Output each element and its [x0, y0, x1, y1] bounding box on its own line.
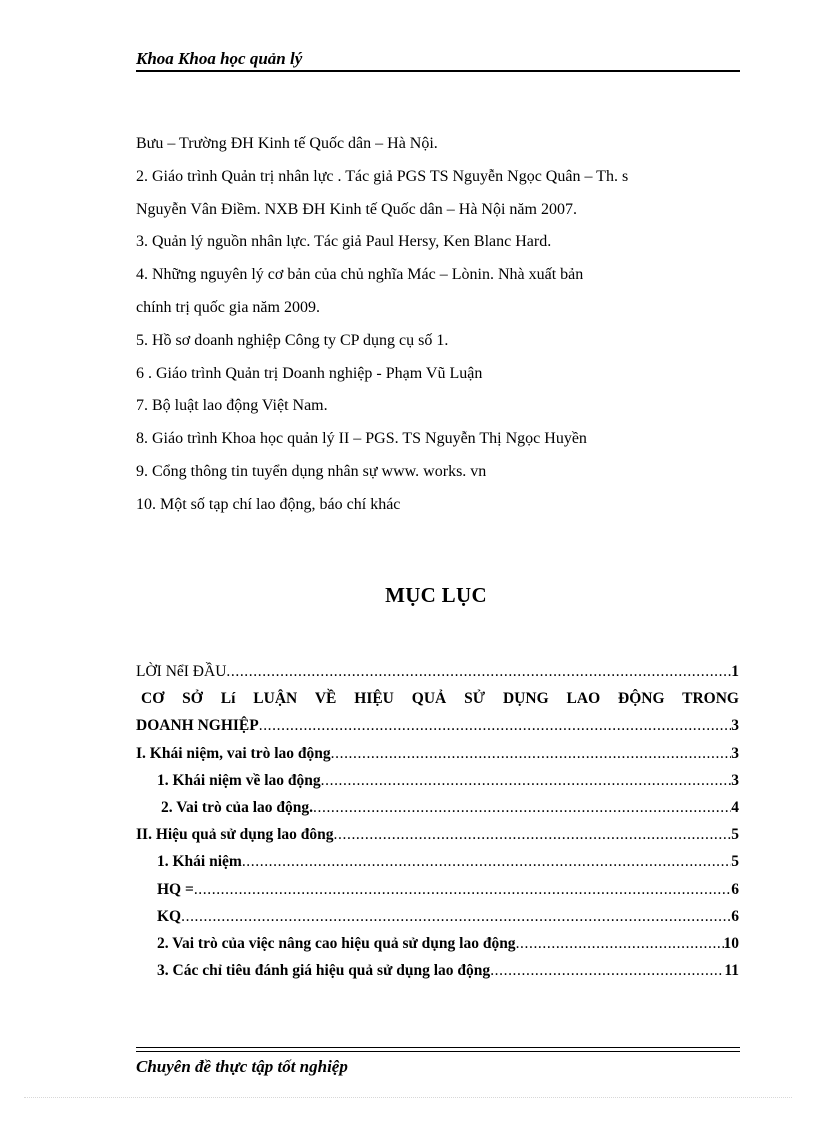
toc-leader-dots — [490, 957, 724, 984]
references-list — [136, 132, 748, 526]
toc-page-number: 3 — [731, 771, 739, 789]
toc-entry[interactable] — [136, 740, 739, 767]
toc-page-number: 3 — [731, 744, 739, 762]
reference-line: 6 . Giáo trình Quản trị Doanh nghiệp - Phạm Vũ Luận — [136, 364, 483, 382]
header-rule — [136, 70, 740, 72]
toc-leader-dots — [259, 712, 732, 739]
toc-entry[interactable] — [136, 876, 739, 903]
toc-page-number: 3 — [731, 717, 739, 735]
toc-entry-text: 2. Vai trò của việc nâng cao hiệu quả sử dụng lao động — [157, 934, 516, 952]
reference-line: 8. Giáo trình Khoa học quản lý II – PGS. TS Nguyễn Thị Ngọc Huyền — [136, 430, 587, 448]
toc-page-number: 5 — [731, 853, 739, 871]
reference-line: chính trị quốc gia năm 2009. — [136, 298, 320, 316]
toc-entry[interactable] — [136, 903, 739, 930]
page-header — [136, 48, 740, 72]
toc-leader-dots — [226, 658, 731, 685]
header-title: Khoa Khoa học quản lý — [136, 49, 303, 68]
toc-entry-text: HQ = — [157, 880, 194, 898]
toc-title: MỤC LỤC — [385, 583, 487, 607]
reference-line: Bưu – Trường ĐH Kinh tế Quốc dân – Hà Nội. — [136, 135, 438, 152]
toc-chapter-heading[interactable]: CƠ SỞ Lí LUẬN VỀ HIỆU QUẢ SỬ DỤNG LAO ĐỘNG TRONG — [141, 690, 739, 708]
page-footer — [136, 1047, 740, 1077]
toc-entry[interactable] — [136, 957, 739, 984]
footer-rule — [136, 1047, 740, 1048]
toc-entry[interactable] — [136, 712, 739, 739]
toc-entry[interactable] — [136, 767, 739, 794]
toc-page-number: 11 — [724, 962, 739, 980]
toc-page-number: 10 — [723, 934, 739, 952]
toc-page-number: 1 — [731, 663, 739, 680]
reference-line: 4. Những nguyên lý cơ bản của chủ nghĩa Mác – Lònin. Nhà xuất bản — [136, 266, 584, 284]
reference-line: 10. Một số tạp chí lao động, báo chí khác — [136, 495, 401, 513]
toc-page-number: 4 — [731, 798, 739, 816]
toc-entry-text: 3. Các chỉ tiêu đánh giá hiệu quả sử dụng lao động — [157, 962, 491, 980]
toc-entry-text: 2. Vai trò của lao động. — [161, 798, 314, 816]
reference-line: 3. Quản lý nguồn nhân lực. Tác giả Paul Hersy, Ken Blanc Hard. — [136, 233, 552, 251]
toc-entry[interactable] — [136, 848, 739, 875]
reference-line: Nguyễn Vân Điềm. NXB ĐH Kinh tế Quốc dân – Hà Nội năm 2007. — [136, 200, 577, 218]
footer-title: Chuyên đề thực tập tốt nghiệp — [136, 1057, 348, 1076]
toc-entry-text: II. Hiệu quả sử dụng lao đông — [136, 826, 334, 844]
toc-entry-text: 1. Khái niệm — [157, 853, 242, 871]
footer-rule — [136, 1051, 740, 1052]
toc-page-number: 6 — [731, 880, 739, 898]
reference-line: 7. Bộ luật lao động Việt Nam. — [136, 397, 328, 415]
toc-leader-dots — [516, 930, 724, 957]
reference-line: 2. Giáo trình Quản trị nhân lực . Tác giả PGS TS Nguyễn Ngọc Quân – Th. s — [136, 167, 629, 185]
toc-entry[interactable] — [136, 658, 739, 685]
toc-leader-dots — [194, 876, 731, 903]
toc-leader-dots — [181, 903, 731, 930]
toc-leader-dots — [242, 848, 731, 875]
toc-entry-text: LỜI NểI ĐẦU — [136, 663, 227, 680]
table-of-contents — [136, 658, 739, 984]
toc-entry-text: KQ — [157, 907, 182, 925]
toc-page-number: 6 — [731, 907, 739, 925]
toc-entry-text: DOANH NGHIỆP — [136, 717, 259, 735]
toc-entry-text: I. Khái niệm, vai trò lao động — [136, 744, 331, 762]
toc-leader-dots — [331, 740, 732, 767]
toc-entry[interactable] — [136, 821, 739, 848]
toc-page-number: 5 — [731, 826, 739, 844]
toc-entry[interactable] — [136, 930, 739, 957]
toc-entry-text: 1. Khái niệm về lao động — [157, 771, 321, 789]
toc-leader-dots — [334, 821, 732, 848]
reference-line: 9. Cổng thông tin tuyển dụng nhân sự www. works. vn — [136, 462, 487, 480]
toc-entry[interactable] — [136, 794, 739, 821]
toc-leader-dots — [313, 794, 731, 821]
reference-line: 5. Hồ sơ doanh nghiệp Công ty CP dụng cụ số 1. — [136, 331, 449, 349]
toc-leader-dots — [321, 767, 732, 794]
page-edge — [24, 1097, 792, 1098]
